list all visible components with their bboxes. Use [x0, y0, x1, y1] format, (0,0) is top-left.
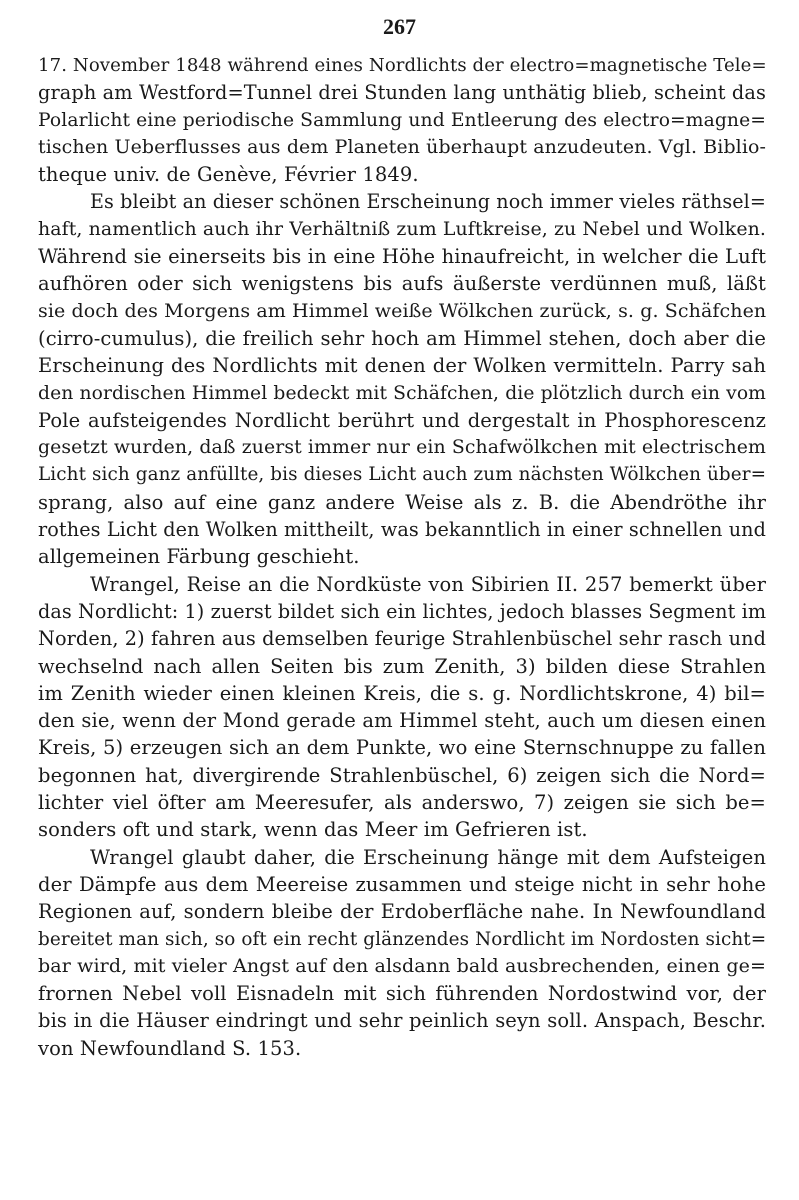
text-line: Wrangel glaubt daher, die Erscheinung hänge mit dem Aufsteigen — [90, 845, 766, 869]
text-line: Kreis, 5) erzeugen sich an dem Punkte, wo eine Sternschnuppe zu fallen — [38, 736, 766, 760]
text-line: 17. November 1848 während eines Nordlichts der electro=magnetische Tele= — [38, 55, 767, 76]
text-line: Polarlicht eine periodische Sammlung und Entleerung des electro=magne= — [38, 109, 766, 131]
text-line: Wrangel, Reise an die Nordküste von Sibirien II. 257 bemerkt über — [90, 572, 766, 596]
text-line: Während sie einerseits bis in eine Höhe hinaufreicht, in welcher die Luft — [38, 245, 766, 269]
text-line: frornen Nebel voll Eisnadeln mit sich führenden Nordostwind vor, der — [38, 982, 766, 1006]
text-line: allgemeinen Färbung geschieht. — [38, 545, 360, 569]
text-line: das Nordlicht: 1) zuerst bildet sich ein lichtes, jedoch blasses Segment im — [38, 599, 767, 623]
text-line: bar wird, mit vieler Angst auf den alsdann bald ausbrechenden, einen ge= — [38, 954, 766, 977]
text-line: der Dämpfe aus dem Meereise zusammen und steige nicht in sehr hohe — [38, 872, 766, 896]
text-line: theque univ. de Genève, Février 1849. — [38, 163, 419, 187]
text-line: (cirro-cumulus), die freilich sehr hoch am Himmel stehen, doch aber die — [38, 326, 766, 350]
text-line: lichter viel öfter am Meeresufer, als anderswo, 7) zeigen sie sich be= — [38, 791, 766, 815]
text-line: tischen Ueberflusses aus dem Planeten überhaupt anzudeuten. Vgl. Biblio- — [38, 135, 766, 158]
text-line: den nordischen Himmel bedeckt mit Schäfchen, die plötzlich durch ein vom — [38, 382, 766, 404]
text-line: aufhören oder sich wenigstens bis aufs äußerste verdünnen muß, läßt — [38, 272, 766, 296]
text-line: gesetzt wurden, daß zuerst immer nur ein Schafwölkchen mit electrischem — [38, 437, 766, 459]
text-line: Licht sich ganz anfüllte, bis dieses Licht auch zum nächsten Wölkchen über= — [38, 464, 767, 486]
text-line: Norden, 2) fahren aus demselben feurige Strahlenbüschel sehr rasch und — [38, 627, 766, 651]
text-line: Pole aufsteigendes Nordlicht berührt und dergestalt in Phosphorescenz — [38, 408, 766, 432]
text-line: sprang, also auf eine ganz andere Weise als z. B. die Abendröthe ihr — [38, 490, 766, 514]
text-line: wechselnd nach allen Seiten bis zum Zenith, 3) bilden diese Strahlen — [38, 654, 766, 678]
text-line: Es bleibt an dieser schönen Erscheinung noch immer vieles räthsel= — [90, 190, 766, 214]
page-number: 267 — [383, 14, 416, 39]
text-line: im Zenith wieder einen kleinen Kreis, die s. g. Nordlichtskrone, 4) bil= — [38, 681, 766, 705]
text-line: bereitet man sich, so oft ein recht glänzendes Nordlicht im Nordosten sicht= — [38, 928, 767, 950]
text-line: den sie, wenn der Mond gerade am Himmel steht, auch um diesen einen — [38, 709, 766, 733]
text-line: Regionen auf, sondern bleibe der Erdoberfläche nahe. In Newfoundland — [38, 900, 766, 924]
text-line: sie doch des Morgens am Himmel weiße Wölkchen zurück, s. g. Schäfchen — [38, 299, 767, 322]
text-line: rothes Licht den Wolken mittheilt, was bekanntlich in einer schnellen und — [38, 518, 766, 542]
text-line: begonnen hat, divergirende Strahlenbüschel, 6) zeigen sich die Nord= — [38, 763, 766, 787]
text-line: von Newfoundland S. 153. — [38, 1036, 302, 1060]
text-line: graph am Westford=Tunnel drei Stunden lang unthätig blieb, scheint das — [38, 81, 766, 105]
text-line: Erscheinung des Nordlichts mit denen der Wolken vermitteln. Parry sah — [38, 354, 766, 378]
body-text — [38, 52, 766, 1062]
text-line: haft, namentlich auch ihr Verhältniß zum Luftkreise, zu Nebel und Wolken. — [38, 217, 766, 240]
text-line: sonders oft und stark, wenn das Meer im Gefrieren ist. — [38, 818, 588, 842]
text-line: bis in die Häuser eindringt und sehr peinlich seyn soll. Anspach, Beschr. — [38, 1009, 766, 1033]
